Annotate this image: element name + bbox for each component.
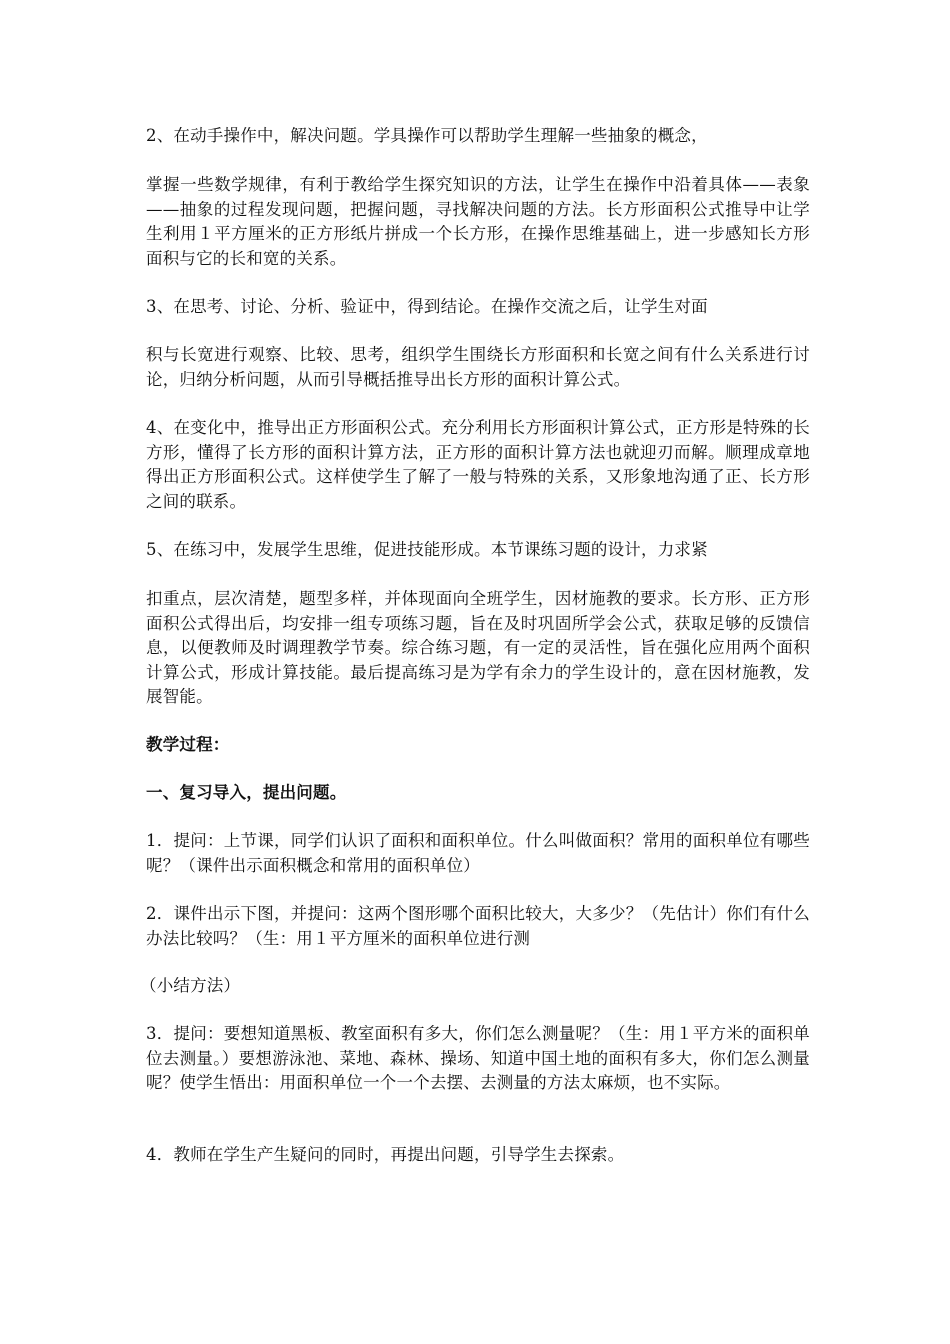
paragraph-4: 4、在变化中，推导出正方形面积公式。充分利用长方形面积计算公式，正方形是特殊的长方形，懂得了长方形的面积计算方法，正方形的面积计算方法也就迎刃而解。顺理成章地得出正方形面积公式。这样使学生了解了一般与特殊的关系，又形象地沟通了正、长方形之间的联系。: [146, 418, 810, 511]
list-item-4: 4．教师在学生产生疑问的同时，再提出问题，引导学生去探索。: [146, 1145, 625, 1164]
section-heading-review: 一、复习导入，提出问题。: [146, 783, 347, 802]
paragraph-2-body: 掌握一些数学规律，有利于教给学生探究知识的方法，让学生在操作中沿着具体——表象——抽象的过程发现问题，把握问题，寻找解决问题的方法。长方形面积公式推导中让学生利用１平方厘米的正方形纸片拼成一个长方形，在操作思维基础上，进一步感知长方形面积与它的长和宽的关系。: [146, 175, 810, 268]
paragraph-3-body: 积与长宽进行观察、比较、思考，组织学生围绕长方形面积和长宽之间有什么关系进行讨论，归纳分析问题，从而引导概括推导出长方形的面积计算公式。: [146, 345, 810, 389]
summary-note: （小结方法）: [140, 976, 241, 995]
paragraph-5-body: 扣重点，层次清楚，题型多样，并体现面向全班学生，因材施教的要求。长方形、正方形面积公式得出后，均安排一组专项练习题，旨在及时巩固所学会公式，获取足够的反馈信息，以便教师及时调理教学节奏。综合练习题，有一定的灵活性，旨在强化应用两个面积计算公式，形成计算技能。最后提高练习是为学有余力的学生设计的，意在因材施教，发展智能。: [146, 589, 810, 706]
list-item-2: 2．课件出示下图，并提问：这两个图形哪个面积比较大，大多少？（先估计）你们有什么办法比较吗？（生：用１平方厘米的面积单位进行测: [146, 904, 810, 948]
paragraph-2-intro: 2、在动手操作中，解决问题。学具操作可以帮助学生理解一些抽象的概念，: [146, 126, 708, 145]
list-item-1: 1．提问：上节课，同学们认识了面积和面积单位。什么叫做面积？常用的面积单位有哪些呢？（课件出示面积概念和常用的面积单位）: [146, 831, 810, 875]
paragraph-3-intro: 3、在思考、讨论、分析、验证中，得到结论。在操作交流之后，让学生对面: [146, 297, 708, 316]
section-heading-teaching-process: 教学过程：: [146, 735, 230, 754]
list-item-3: 3．提问：要想知道黑板、教室面积有多大，你们怎么测量呢？（生：用１平方米的面积单位去测量。）要想游泳池、菜地、森林、操场、知道中国土地的面积有多大，你们怎么测量呢？使学生悟出：用面积单位一个一个去摆、去测量的方法太麻烦，也不实际。: [146, 1024, 810, 1092]
paragraph-5-intro: 5、在练习中，发展学生思维，促进技能形成。本节课练习题的设计，力求紧: [146, 540, 708, 559]
